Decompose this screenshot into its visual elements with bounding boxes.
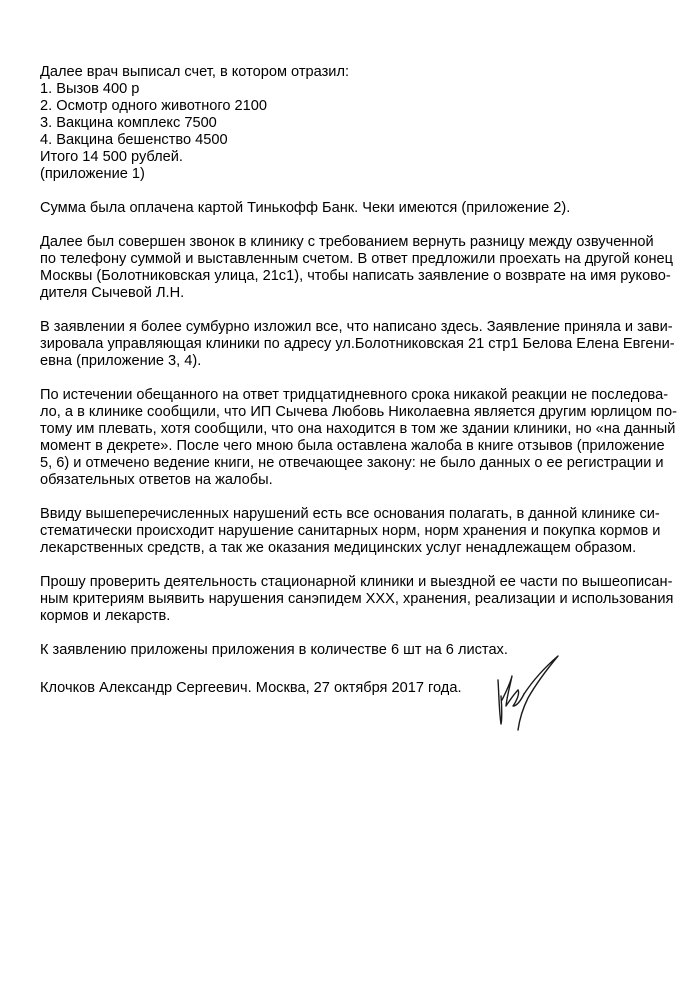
document-body	[40, 64, 678, 676]
paragraph-attachments	[40, 642, 668, 659]
paragraph-line: Далее был совершен звонок в клинику с требованием вернуть разницу между озвученной	[40, 234, 654, 250]
paragraph-line: момент в декрете». После чего мною была оставлена жалоба в книге отзывов (приложение	[40, 438, 665, 454]
paragraph-line: В заявлении я более сумбурно изложил все, что написано здесь. Заявление приняла и зави-	[40, 319, 673, 335]
invoice-item: 1. Вызов 400 р	[40, 81, 140, 97]
handwritten-signature	[490, 650, 570, 740]
paragraph-line: ным критериям выявить нарушения санэпидем ХХХ, хранения, реализации и использования	[40, 591, 674, 607]
paragraph-line: обязательных ответов на жалобы.	[40, 472, 273, 488]
paragraph-line: дителя Сычевой Л.Н.	[40, 285, 185, 301]
signature-line: Клочков Александр Сергеевич. Москва, 27 октября 2017 года.	[40, 680, 462, 696]
invoice-block	[40, 64, 668, 183]
paragraph-line: по телефону суммой и выставленным счетом. В ответ предложили проехать на другой конец	[40, 251, 674, 267]
paragraph-line: стематически происходит нарушение санитарных норм, норм хранения и покупка кормов и	[40, 523, 661, 539]
paragraph-call	[40, 234, 674, 302]
paragraph-line: К заявлению приложены приложения в количестве 6 шт на 6 листах.	[40, 642, 508, 658]
invoice-total: Итого 14 500 рублей.	[40, 149, 183, 165]
paragraph-line: лекарственных средств, а так же оказания медицинских услуг ненадлежащем образом.	[40, 540, 637, 556]
paragraph-payment	[40, 200, 668, 217]
paragraph-line: Прошу проверить деятельность стационарной клиники и выездной ее части по вышеописан-	[40, 574, 673, 590]
invoice-item: 4. Вакцина бешенство 4500	[40, 132, 228, 148]
paragraph-no-response	[40, 387, 678, 489]
paragraph-line: евна (приложение 3, 4).	[40, 353, 202, 369]
paragraph-line: 5, 6) и отмечено ведение книги, не отвечающее закону: не было данных о ее регистрации и	[40, 455, 664, 471]
invoice-attachment: (приложение 1)	[40, 166, 145, 182]
invoice-item: 2. Осмотр одного животного 2100	[40, 98, 268, 114]
paragraph-line: Москвы (Болотниковская улица, 21с1), чтобы написать заявление о возврате на имя руково-	[40, 268, 671, 284]
paragraph-line: кормов и лекарств.	[40, 608, 171, 624]
invoice-item: 3. Вакцина комплекс 7500	[40, 115, 217, 131]
invoice-intro: Далее врач выписал счет, в котором отразил:	[40, 64, 350, 80]
paragraph-line: зировала управляющая клиники по адресу ул.Болотниковская 21 стр1 Белова Елена Евгени-	[40, 336, 675, 352]
paragraph-statement	[40, 319, 675, 370]
paragraph-line: ло, а в клинике сообщили, что ИП Сычева Любовь Николаевна является другим юрлицом по-	[40, 404, 678, 420]
paragraph-request	[40, 574, 674, 625]
paragraph-violations	[40, 506, 668, 557]
paragraph-line: Ввиду вышеперечисленных нарушений есть все основания полагать, в данной клинике си-	[40, 506, 660, 522]
paragraph-line: По истечении обещанного на ответ тридцатидневного срока никакой реакции не последова-	[40, 387, 669, 403]
paragraph-line: Сумма была оплачена картой Тинькофф Банк. Чеки имеются (приложение 2).	[40, 200, 571, 216]
paragraph-line: тому им плевать, хотя сообщили, что она находится в том же здании клиники, но «на данный	[40, 421, 676, 437]
